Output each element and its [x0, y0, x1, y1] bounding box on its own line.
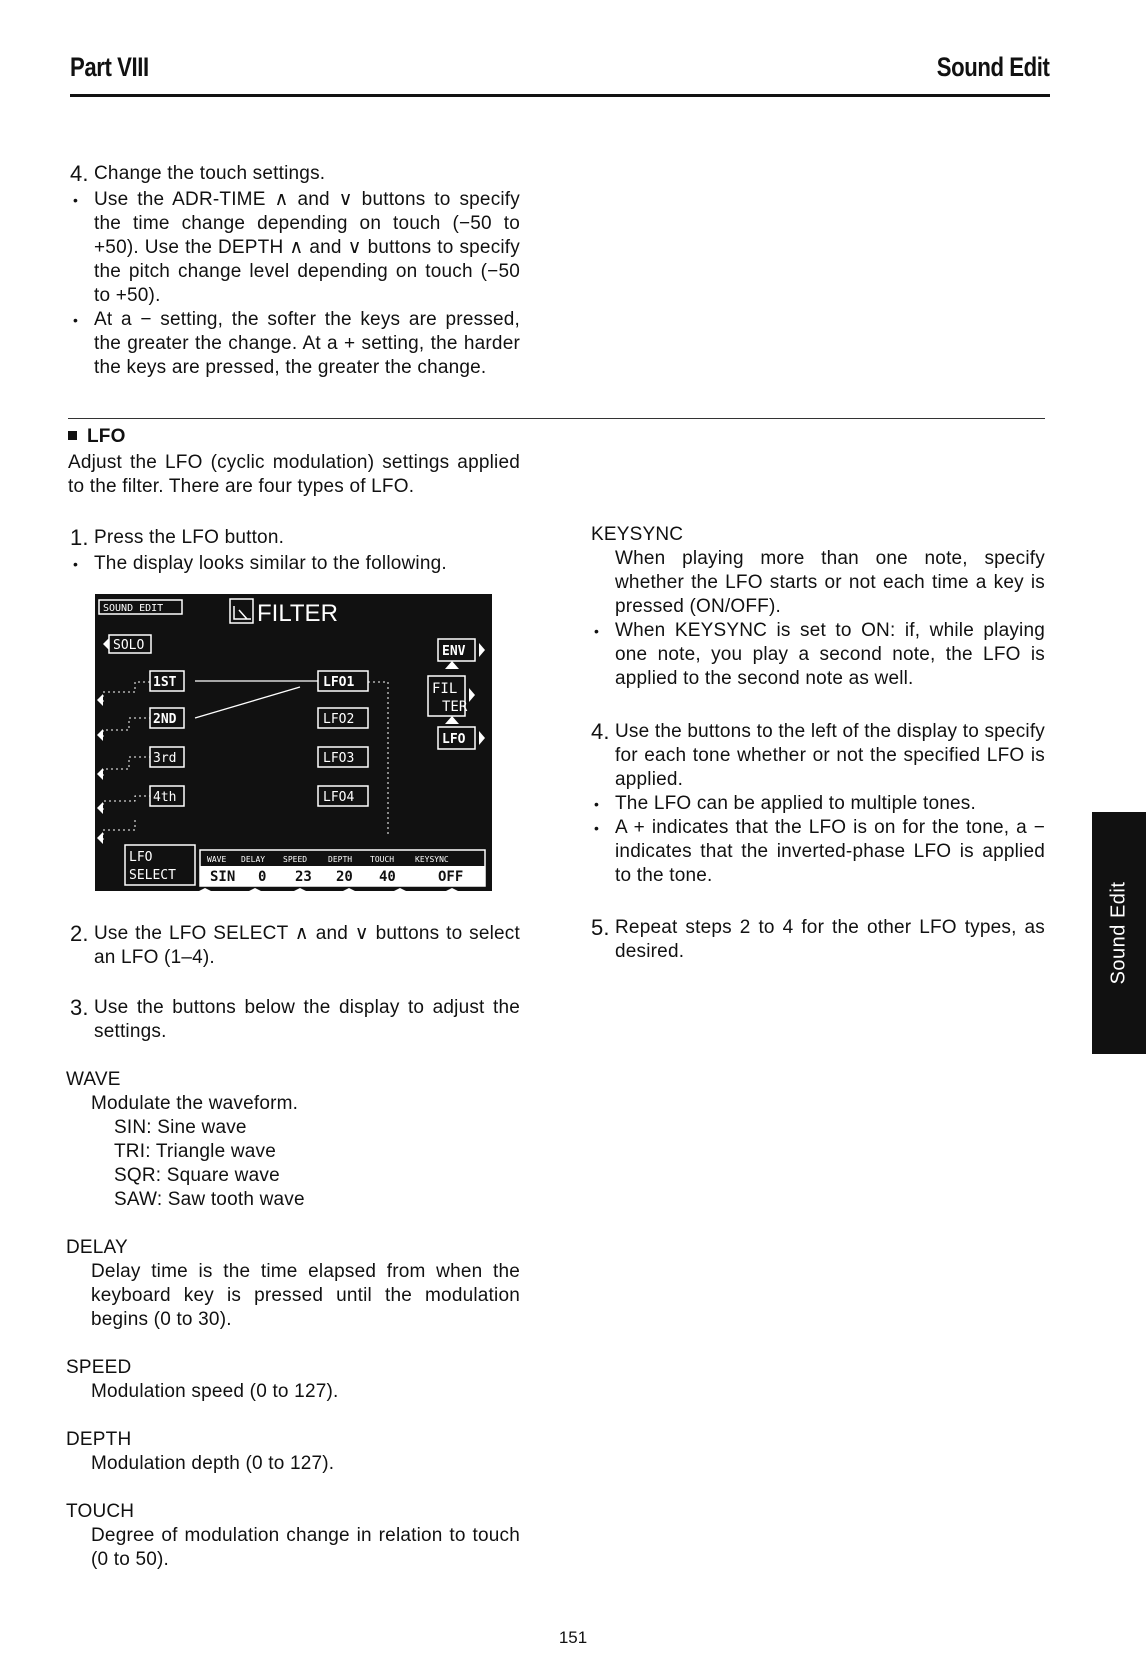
svg-text:SPEED: SPEED [283, 855, 308, 864]
header-rule [70, 94, 1050, 97]
step-5 [591, 916, 1045, 964]
lcd-param-headers [207, 855, 449, 864]
bullet-text: A + indicates that the LFO is on for the tone, a − indicates that the inverted-phase LFO is applied to the tone. [615, 817, 1045, 886]
bullet-text: The LFO can be applied to multiple tones. [615, 793, 976, 814]
section-side-tab [1092, 812, 1146, 1054]
bullet-dot: • [73, 312, 79, 328]
step-number: 4. [591, 719, 610, 744]
step-1 [70, 526, 520, 576]
step-number: 2. [70, 921, 89, 946]
step-4-apply [591, 720, 1045, 888]
param-name: WAVE [66, 1069, 121, 1090]
lcd-ter-label: TER [442, 699, 468, 715]
lcd-tone-3: 3rd [153, 751, 177, 766]
svg-text:DELAY: DELAY [241, 855, 266, 864]
touch-step [70, 162, 520, 380]
bullet-text: When KEYSYNC is set to ON: if, while playing one note, you play a second note, the LFO is applied to the second note as well. [615, 620, 1045, 689]
lcd-tone-1: 1ST [153, 675, 177, 690]
lcd-lfo-3: LFO3 [323, 751, 355, 766]
param-desc: Degree of modulation change in relation to touch (0 to 50). [91, 1525, 520, 1570]
param-desc: Modulation depth (0 to 127). [91, 1453, 335, 1474]
lcd-lfo-1: LFO1 [323, 675, 355, 690]
param-delay [66, 1236, 520, 1332]
lcd-select-label-1: LFO [129, 850, 153, 865]
param-name: DEPTH [66, 1429, 132, 1450]
svg-text:OFF: OFF [438, 869, 464, 885]
step-title: Change the touch settings. [94, 163, 326, 184]
wave-option: SIN: Sine wave [114, 1117, 247, 1138]
svg-text:TOUCH: TOUCH [370, 855, 395, 864]
param-desc: Modulation speed (0 to 127). [91, 1381, 339, 1402]
step-text: Use the buttons below the display to adjust the settings. [94, 997, 520, 1042]
lcd-fil-label: FIL [432, 681, 458, 697]
svg-text:0: 0 [258, 869, 267, 885]
step-text: Repeat steps 2 to 4 for the other LFO types, as desired. [615, 917, 1045, 962]
lcd-title: FILTER [257, 600, 338, 627]
lcd-env-button: ENV [442, 644, 466, 659]
step-number: 4. [70, 161, 89, 186]
square-bullet-icon [68, 431, 77, 440]
step-number: 3. [70, 995, 89, 1020]
bullet-text: Use the ADR-TIME ∧ and ∨ buttons to specify the time change depending on touch (−50 to +50). Use the DEPTH ∧ and ∨ buttons to specify the pitch change level depending on touch (−50 to +50). [94, 189, 520, 306]
header-part-label: Part VIII [70, 52, 149, 82]
param-touch [66, 1500, 520, 1572]
lcd-select-label-2: SELECT [129, 868, 176, 883]
lcd-lfo-button: LFO [442, 732, 466, 747]
step-text: Press the LFO button. [94, 527, 285, 548]
lcd-display [95, 594, 492, 891]
param-desc: Modulate the waveform. [91, 1093, 299, 1114]
step-3 [70, 996, 520, 1044]
param-name: SPEED [66, 1357, 132, 1378]
param-desc: Delay time is the time elapsed from when the keyboard key is pressed until the modulation begins (0 to 30). [91, 1261, 520, 1330]
param-name: TOUCH [66, 1501, 135, 1522]
step-2 [70, 922, 520, 970]
bullet-dot: • [594, 623, 600, 639]
svg-text:KEYSYNC: KEYSYNC [415, 855, 449, 864]
lcd-tone-4: 4th [153, 790, 177, 805]
bullet-text: The display looks similar to the following. [94, 553, 447, 574]
lcd-sound-edit-label: SOUND EDIT [103, 603, 164, 614]
param-depth [66, 1428, 520, 1476]
lcd-lfo-4: LFO4 [323, 790, 355, 805]
wave-option: TRI: Triangle wave [114, 1141, 276, 1162]
side-tab-label: Sound Edit [1107, 881, 1130, 985]
bullet-dot: • [594, 820, 600, 836]
lfo-intro [68, 425, 520, 499]
step-number: 5. [591, 915, 610, 940]
param-name: KEYSYNC [591, 524, 684, 545]
bullet-dot: • [73, 192, 79, 208]
svg-text:SIN: SIN [210, 869, 236, 885]
bullet-dot: • [594, 796, 600, 812]
param-wave [66, 1068, 520, 1212]
svg-text:23: 23 [295, 869, 312, 885]
svg-text:40: 40 [379, 869, 396, 885]
svg-text:DEPTH: DEPTH [328, 855, 353, 864]
param-desc: When playing more than one note, specify whether the LFO starts or not each time a key is pressed (ON/OFF). [615, 548, 1045, 617]
header-section-label: Sound Edit [936, 52, 1049, 82]
lfo-heading: LFO [68, 425, 520, 449]
lcd-mode: SOLO [113, 638, 145, 653]
step-number: 1. [70, 525, 89, 550]
wave-option: SAW: Saw tooth wave [114, 1189, 305, 1210]
lfo-intro-text: Adjust the LFO (cyclic modulation) settings applied to the filter. There are four types of LFO. [68, 452, 520, 497]
param-name: DELAY [66, 1237, 128, 1258]
param-speed [66, 1356, 520, 1404]
svg-text:WAVE: WAVE [207, 855, 227, 864]
lcd-lfo-2: LFO2 [323, 712, 355, 727]
svg-text:20: 20 [336, 869, 353, 885]
section-divider [68, 418, 1045, 419]
step-text: Use the buttons to the left of the display to specify for each tone whether or not the specified LFO is applied. [615, 721, 1045, 790]
bullet-text: At a − setting, the softer the keys are pressed, the greater the change. At a + setting, the harder the keys are pressed, the greater the change. [94, 309, 520, 378]
lcd-tone-2: 2ND [153, 712, 177, 727]
step-text: Use the LFO SELECT ∧ and ∨ buttons to select an LFO (1–4). [94, 923, 520, 968]
param-keysync [591, 523, 1045, 691]
wave-option: SQR: Square wave [114, 1165, 280, 1186]
page-number: 151 [558, 1628, 588, 1647]
bullet-dot: • [73, 556, 79, 572]
